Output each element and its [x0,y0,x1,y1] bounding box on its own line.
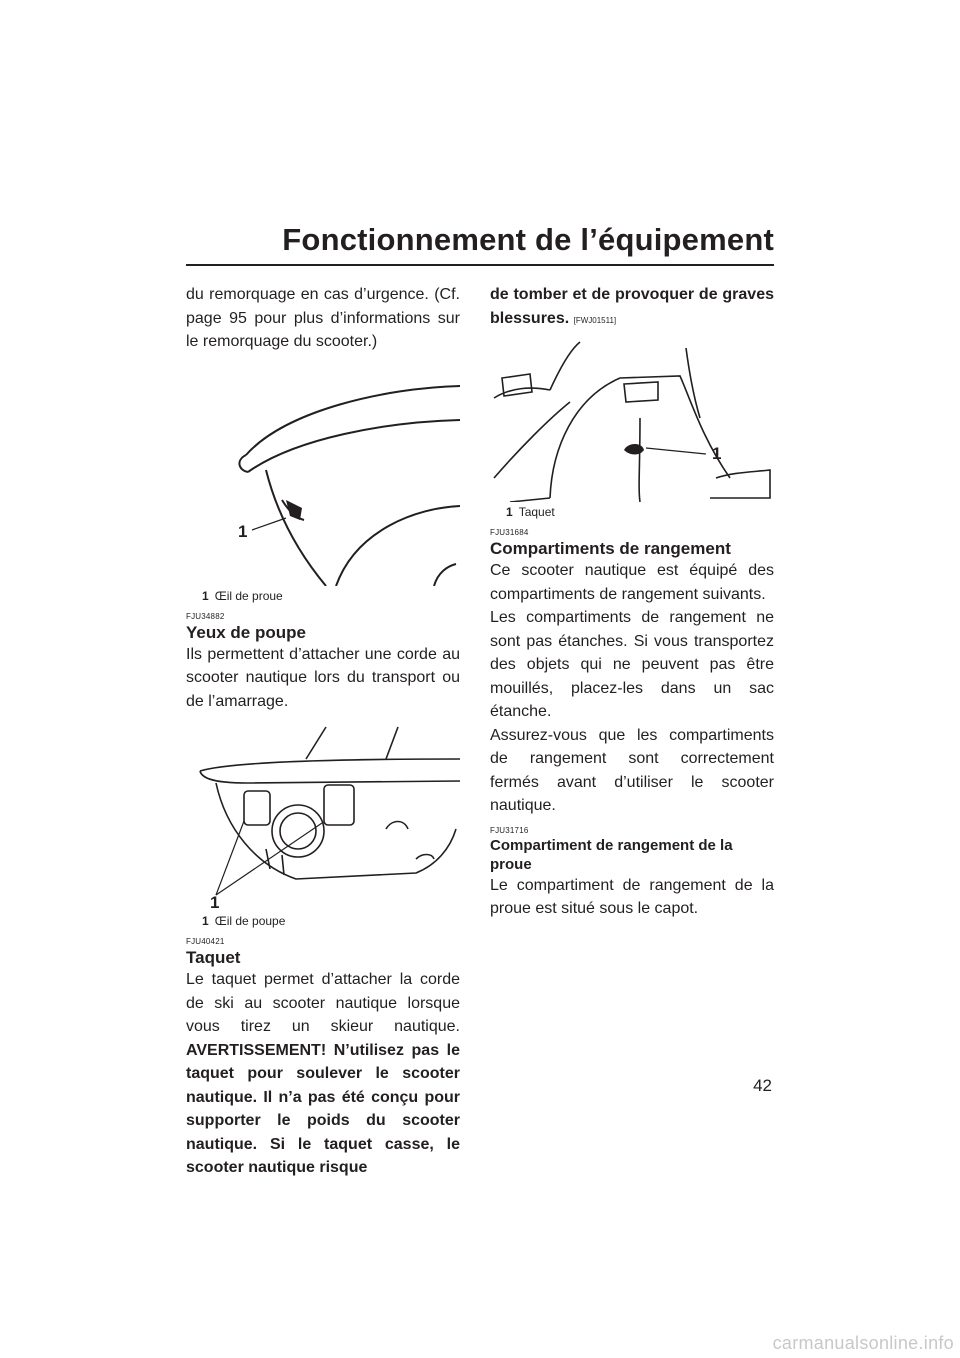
header-rule [186,264,774,266]
section-ref: FJU31716 [490,825,529,835]
figure-caption [202,913,460,929]
section-ref: FJU34882 [186,611,225,621]
left-column [186,283,460,1180]
watermark-text: carmanualsonline.info [772,1333,954,1353]
figure-caption [506,504,774,520]
figure-cleat [490,338,774,520]
caption-number: 1 [202,914,209,928]
intro-paragraph: du remorquage en cas d’urgence. (Cf. page 95 pour plus d’informations sur le remorquage du scooter.) [186,286,460,350]
caption-text: Taquet [518,505,555,519]
caption-text: Œil de proue [214,588,283,603]
figure-callout: 1 [712,444,722,463]
warning-text: AVERTISSEMENT! N’utilisez pas le taquet pour soulever le scooter nautique. Il n’a pas été conçu pour supporter le poids du scooter nautique. Si le taquet casse, le scooter nautique risque [186,1041,460,1176]
caption-number: 1 [506,505,513,519]
section-title-cleat: Taquet [186,948,241,967]
bow-eye-illustration [186,360,460,586]
section-ref: FJU40421 [186,937,225,946]
storage-paragraph-1: Ce scooter nautique est équipé des compartiments de rangement suivants. [490,562,774,603]
section-title-storage: Compartiments de rangement [490,539,731,558]
stern-eyes-paragraph: Ils permettent d’attacher une corde au scooter nautique lors du transport ou de l’amarrage. [186,645,460,710]
figure-stern-eye [186,719,460,929]
section-title-stern-eyes: Yeux de poupe [186,622,306,642]
warning-continuation [490,283,774,332]
storage-paragraph-2: Les compartiments de rangement ne sont pas étanches. Si vous transportez des objets qui ne peuvent pas être mouillés, placez-les dans un sac étanche. [490,609,774,720]
warning-text: de tomber et de provoquer de graves blessures. [490,286,774,327]
figure-bow-eye [186,360,460,604]
cleat-paragraph [186,968,460,1180]
page-title: Fonctionnement de l’équipement [282,222,774,257]
warning-ref: [FWJ01511] [573,315,617,325]
right-column [490,283,774,921]
figure-callout: 1 [210,893,220,912]
cleat-illustration [490,338,774,502]
figure-caption [202,588,460,604]
page-number: 42 [753,1076,772,1095]
stern-eye-illustration [186,719,460,911]
cleat-body: Le taquet permet d’attacher la corde de ski au scooter nautique lorsque vous tirez un skieur nautique. [186,971,460,1035]
bow-storage-paragraph: Le compartiment de rangement de la proue est situé sous le capot. [490,876,774,917]
caption-number: 1 [202,588,209,603]
section-title-bow-storage: Compartiment de rangement de la proue [490,836,733,873]
storage-paragraph-3: Assurez-vous que les compartiments de rangement sont correctement fermés avant d’utiliser le scooter nautique. [490,726,774,814]
caption-text: Œil de poupe [214,914,286,928]
figure-callout: 1 [238,521,248,541]
section-ref: FJU31684 [490,528,529,537]
